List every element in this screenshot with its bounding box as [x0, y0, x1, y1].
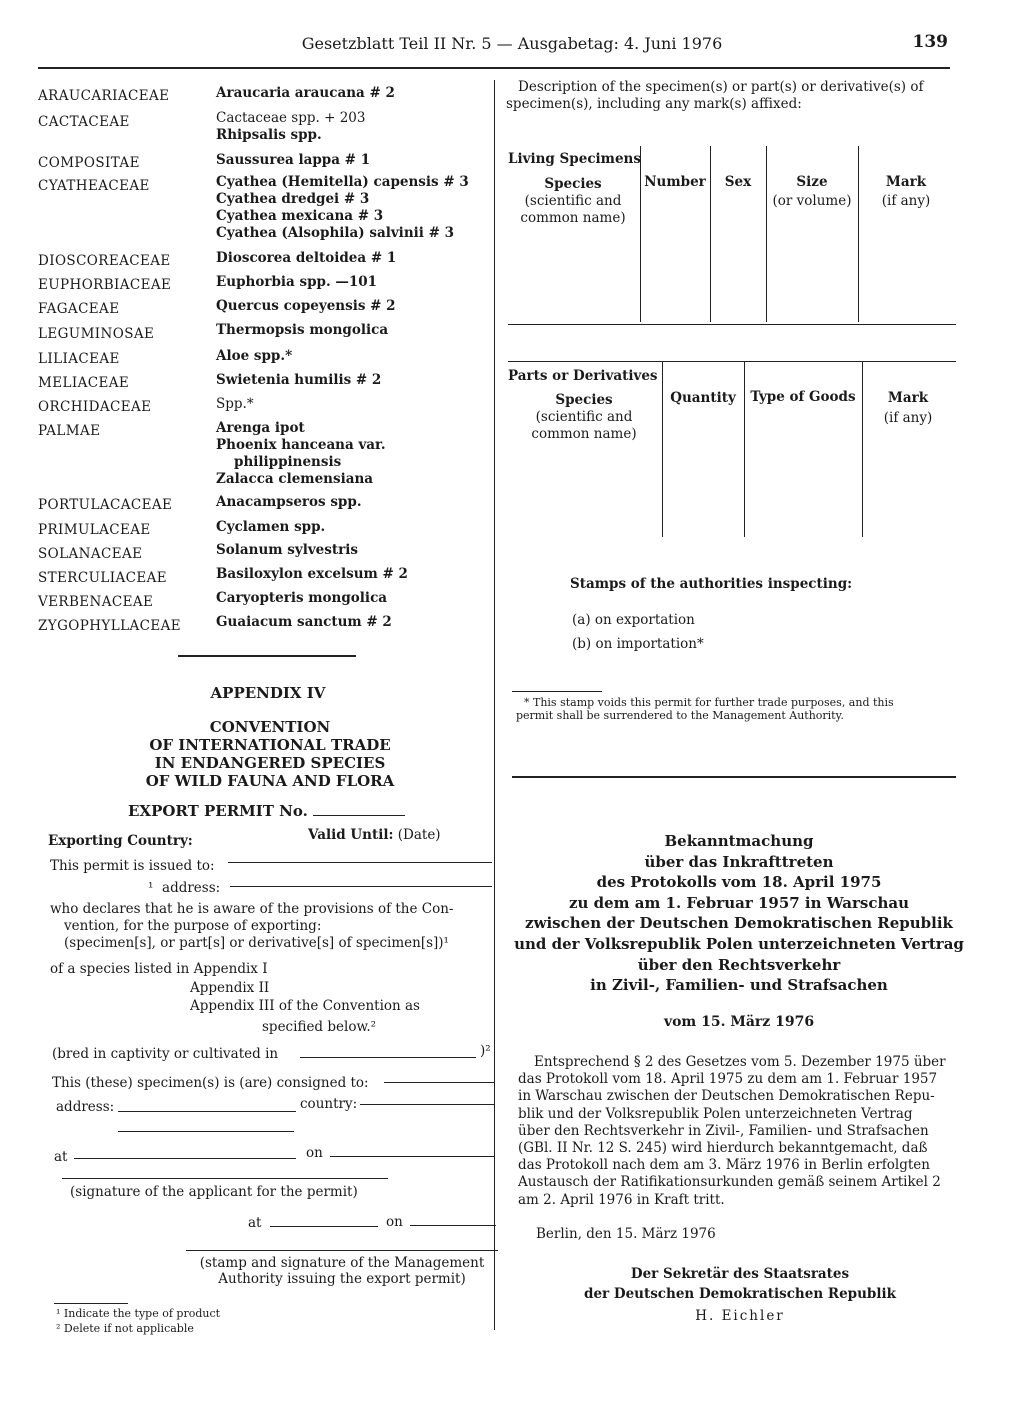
stamps-title: Stamps of the authorities inspecting:: [570, 576, 853, 592]
family-name: LEGUMINOSAE: [38, 326, 155, 342]
at-label: at: [54, 1149, 68, 1165]
species-entry: Thermopsis mongolica: [216, 322, 389, 338]
species-entry: Araucaria araucana # 2: [216, 85, 395, 101]
specified-below: specified below.²: [262, 1019, 377, 1035]
signature-applicant: (signature of the applicant for the permit): [70, 1184, 358, 1200]
family-name: ARAUCARIACEAE: [38, 88, 170, 104]
declaration-line-2: vention, for the purpose of exporting:: [64, 918, 322, 934]
species-entry: Saussurea lappa # 1: [216, 152, 371, 168]
page-header: [0, 34, 1024, 64]
stamp-line[interactable]: [186, 1250, 498, 1251]
species-entry: Caryopteris mongolica: [216, 590, 388, 606]
family-name: COMPOSITAE: [38, 155, 140, 171]
footnote-2: ² Delete if not applicable: [56, 1322, 194, 1335]
species-entry: Guaiacum sanctum # 2: [216, 614, 392, 630]
consigned-label: This (these) specimen(s) is (are) consigned to:: [52, 1075, 369, 1091]
species-entry: Dioscorea deltoidea # 1: [216, 250, 397, 266]
family-name: ORCHIDACEAE: [38, 399, 152, 415]
family-name: CYATHEACEAE: [38, 178, 150, 194]
species-entry: Basiloxylon excelsum # 2: [216, 566, 408, 582]
quantity-header: Quantity: [670, 390, 736, 406]
on-field-2[interactable]: [410, 1225, 496, 1226]
species-listed: of a species listed in Appendix I: [50, 961, 268, 977]
permit-number: EXPORT PERMIT No.: [128, 803, 405, 820]
type-of-goods-header: Type of Goods: [750, 389, 856, 405]
valid-until: Valid Until: (Date): [308, 827, 441, 843]
header-title: Gesetzblatt Teil II Nr. 5 — Ausgabetag: 4. Juni 1976: [301, 34, 723, 53]
stamp-exportation: (a) on exportation: [572, 612, 695, 628]
number-header: Number: [644, 174, 706, 190]
address-field[interactable]: [230, 886, 492, 887]
parts-species-header: Species (scientific and common name): [531, 392, 637, 442]
living-title: Living Specimens: [508, 151, 641, 167]
declaration-line-1: who declares that he is aware of the provisions of the Con-: [50, 901, 454, 917]
family-name: MELIACEAE: [38, 375, 130, 391]
country-field[interactable]: [360, 1104, 494, 1105]
section-divider: [178, 655, 356, 657]
on-field[interactable]: [330, 1156, 494, 1157]
column-divider: [494, 80, 495, 1330]
species-entry: Quercus copeyensis # 2: [216, 298, 396, 314]
notice-body: Entsprechend § 2 des Gesetzes vom 5. Dezember 1975 über das Protokoll vom 18. April 1975 zu dem am 1. Februar 1957 in Warschau zwischen der Deutschen Demokratischen Repu- blik und der Volksrepublik Polen unterzeichneten Vertrag über den Rechtsverkehr in Zivil-, Familien- und Strafsachen (GBl. II Nr. 12 S. 245) wird hierdurch bekanntgemacht, daß das Protokoll nach dem am 3. März 1976 in Berlin erfolgten Austausch der Ratifikationsurkunden gemäß seinem Artikel 2 am 2. April 1976 in Kraft tritt.: [518, 1054, 946, 1208]
address-label-2: address:: [56, 1099, 115, 1115]
family-name: FAGACEAE: [38, 301, 120, 317]
stamp-signature: (stamp and signature of the Management Authority issuing the export permit): [199, 1255, 485, 1287]
at-field-2[interactable]: [270, 1226, 378, 1227]
appendix-heading: APPENDIX IV: [210, 684, 326, 702]
country-label: country:: [300, 1096, 358, 1112]
notice-divider: [512, 776, 956, 778]
species-entry: Solanum sylvestris: [216, 542, 358, 558]
place-date: Berlin, den 15. März 1976: [536, 1226, 716, 1242]
on-label: on: [306, 1145, 323, 1161]
notice-title: Bekanntmachung über das Inkrafttreten des Protokolls vom 18. April 1975 zu dem am 1. Februar 1957 in Warschau zwischen der Deutschen Demokratischen Republik und der Volksrepublik Polen unterzeichneten Vertrag über den Rechtsverkehr in Zivil-, Familien- und Strafsachen: [514, 832, 964, 995]
appendix-ii: Appendix II: [190, 980, 270, 996]
species-entry: Euphorbia spp. —101: [216, 274, 378, 290]
header-rule: [38, 67, 950, 69]
size-header: Size (or volume): [772, 174, 852, 209]
family-name: LILIACEAE: [38, 351, 120, 367]
species-entry: Cactaceae spp. + 203 Rhipsalis spp.: [216, 110, 366, 143]
species-entry: Spp.*: [216, 396, 254, 412]
species-entry: Anacampseros spp.: [216, 494, 362, 510]
species-entry: Aloe spp.*: [216, 348, 293, 364]
family-name: DIOSCOREACEAE: [38, 253, 171, 269]
species-entry: Swietenia humilis # 2: [216, 372, 382, 388]
footnote-1: ¹ Indicate the type of product: [56, 1307, 221, 1320]
family-name: CACTACEAE: [38, 114, 130, 130]
specimen-line: (specimen[s], or part[s] or derivative[s] of specimen[s])¹: [64, 935, 449, 951]
species-entry: Cyclamen spp.: [216, 519, 326, 535]
notice-date: vom 15. März 1976: [663, 1014, 815, 1030]
description-line-2: specimen(s), including any mark(s) affixed:: [506, 96, 802, 112]
species-entry: Arenga ipot Phoenix hanceana var. philippinensis Zalacca clemensiana: [216, 420, 386, 487]
address-field-2[interactable]: [118, 1111, 296, 1112]
consigned-field[interactable]: [384, 1082, 494, 1083]
right-footnote-2: permit shall be surrendered to the Management Authority.: [516, 709, 844, 722]
family-name: PALMAE: [38, 423, 101, 439]
convention-title: CONVENTION OF INTERNATIONAL TRADE IN ENDANGERED SPECIES OF WILD FAUNA AND FLORA: [145, 718, 395, 790]
bred-label: (bred in captivity or cultivated in: [52, 1046, 279, 1062]
signature-line[interactable]: [62, 1178, 388, 1179]
bred-end: )²: [480, 1043, 491, 1059]
at-field[interactable]: [74, 1158, 296, 1159]
signer-name: H. Eichler: [695, 1308, 785, 1324]
family-name: EUPHORBIACEAE: [38, 277, 172, 293]
family-name: VERBENACEAE: [38, 594, 154, 610]
parts-mark-header: Mark (if any): [883, 390, 933, 426]
bred-field[interactable]: [300, 1057, 476, 1058]
address-field-3[interactable]: [118, 1131, 294, 1132]
right-footnote-rule: [512, 691, 602, 692]
family-name: STERCULIACEAE: [38, 570, 168, 586]
footnote-rule: [54, 1303, 128, 1304]
parts-title: Parts or Derivatives: [508, 368, 658, 384]
mark-header: Mark (if any): [881, 174, 931, 209]
family-name: ZYGOPHYLLACEAE: [38, 618, 181, 634]
family-name: PORTULACACEAE: [38, 497, 173, 513]
sex-header: Sex: [724, 174, 752, 190]
signer: Der Sekretär des Staatsrates der Deutschen Demokratischen Republik: [584, 1266, 896, 1302]
stamp-importation: (b) on importation*: [572, 636, 704, 652]
living-species-header: Species (scientific and common name): [520, 176, 626, 226]
family-name: PRIMULACEAE: [38, 522, 151, 538]
appendix-iii: Appendix III of the Convention as: [190, 998, 420, 1014]
on-label-2: on: [386, 1214, 403, 1230]
issued-to-field[interactable]: [228, 862, 492, 863]
issued-to-label: This permit is issued to:: [50, 858, 215, 874]
right-footnote-1: * This stamp voids this permit for further trade purposes, and this: [524, 696, 894, 709]
page-number: 139: [912, 32, 948, 52]
description-line-1: Description of the specimen(s) or part(s) or derivative(s) of: [518, 79, 924, 95]
species-entry: Cyathea (Hemitella) capensis # 3 Cyathea dredgei # 3 Cyathea mexicana # 3 Cyathea (Alsophila) salvinii # 3: [216, 174, 469, 241]
at-label-2: at: [248, 1215, 262, 1231]
family-name: SOLANACEAE: [38, 546, 143, 562]
address-label: ¹ address:: [148, 880, 221, 896]
exporting-country-label: Exporting Country:: [48, 833, 193, 849]
